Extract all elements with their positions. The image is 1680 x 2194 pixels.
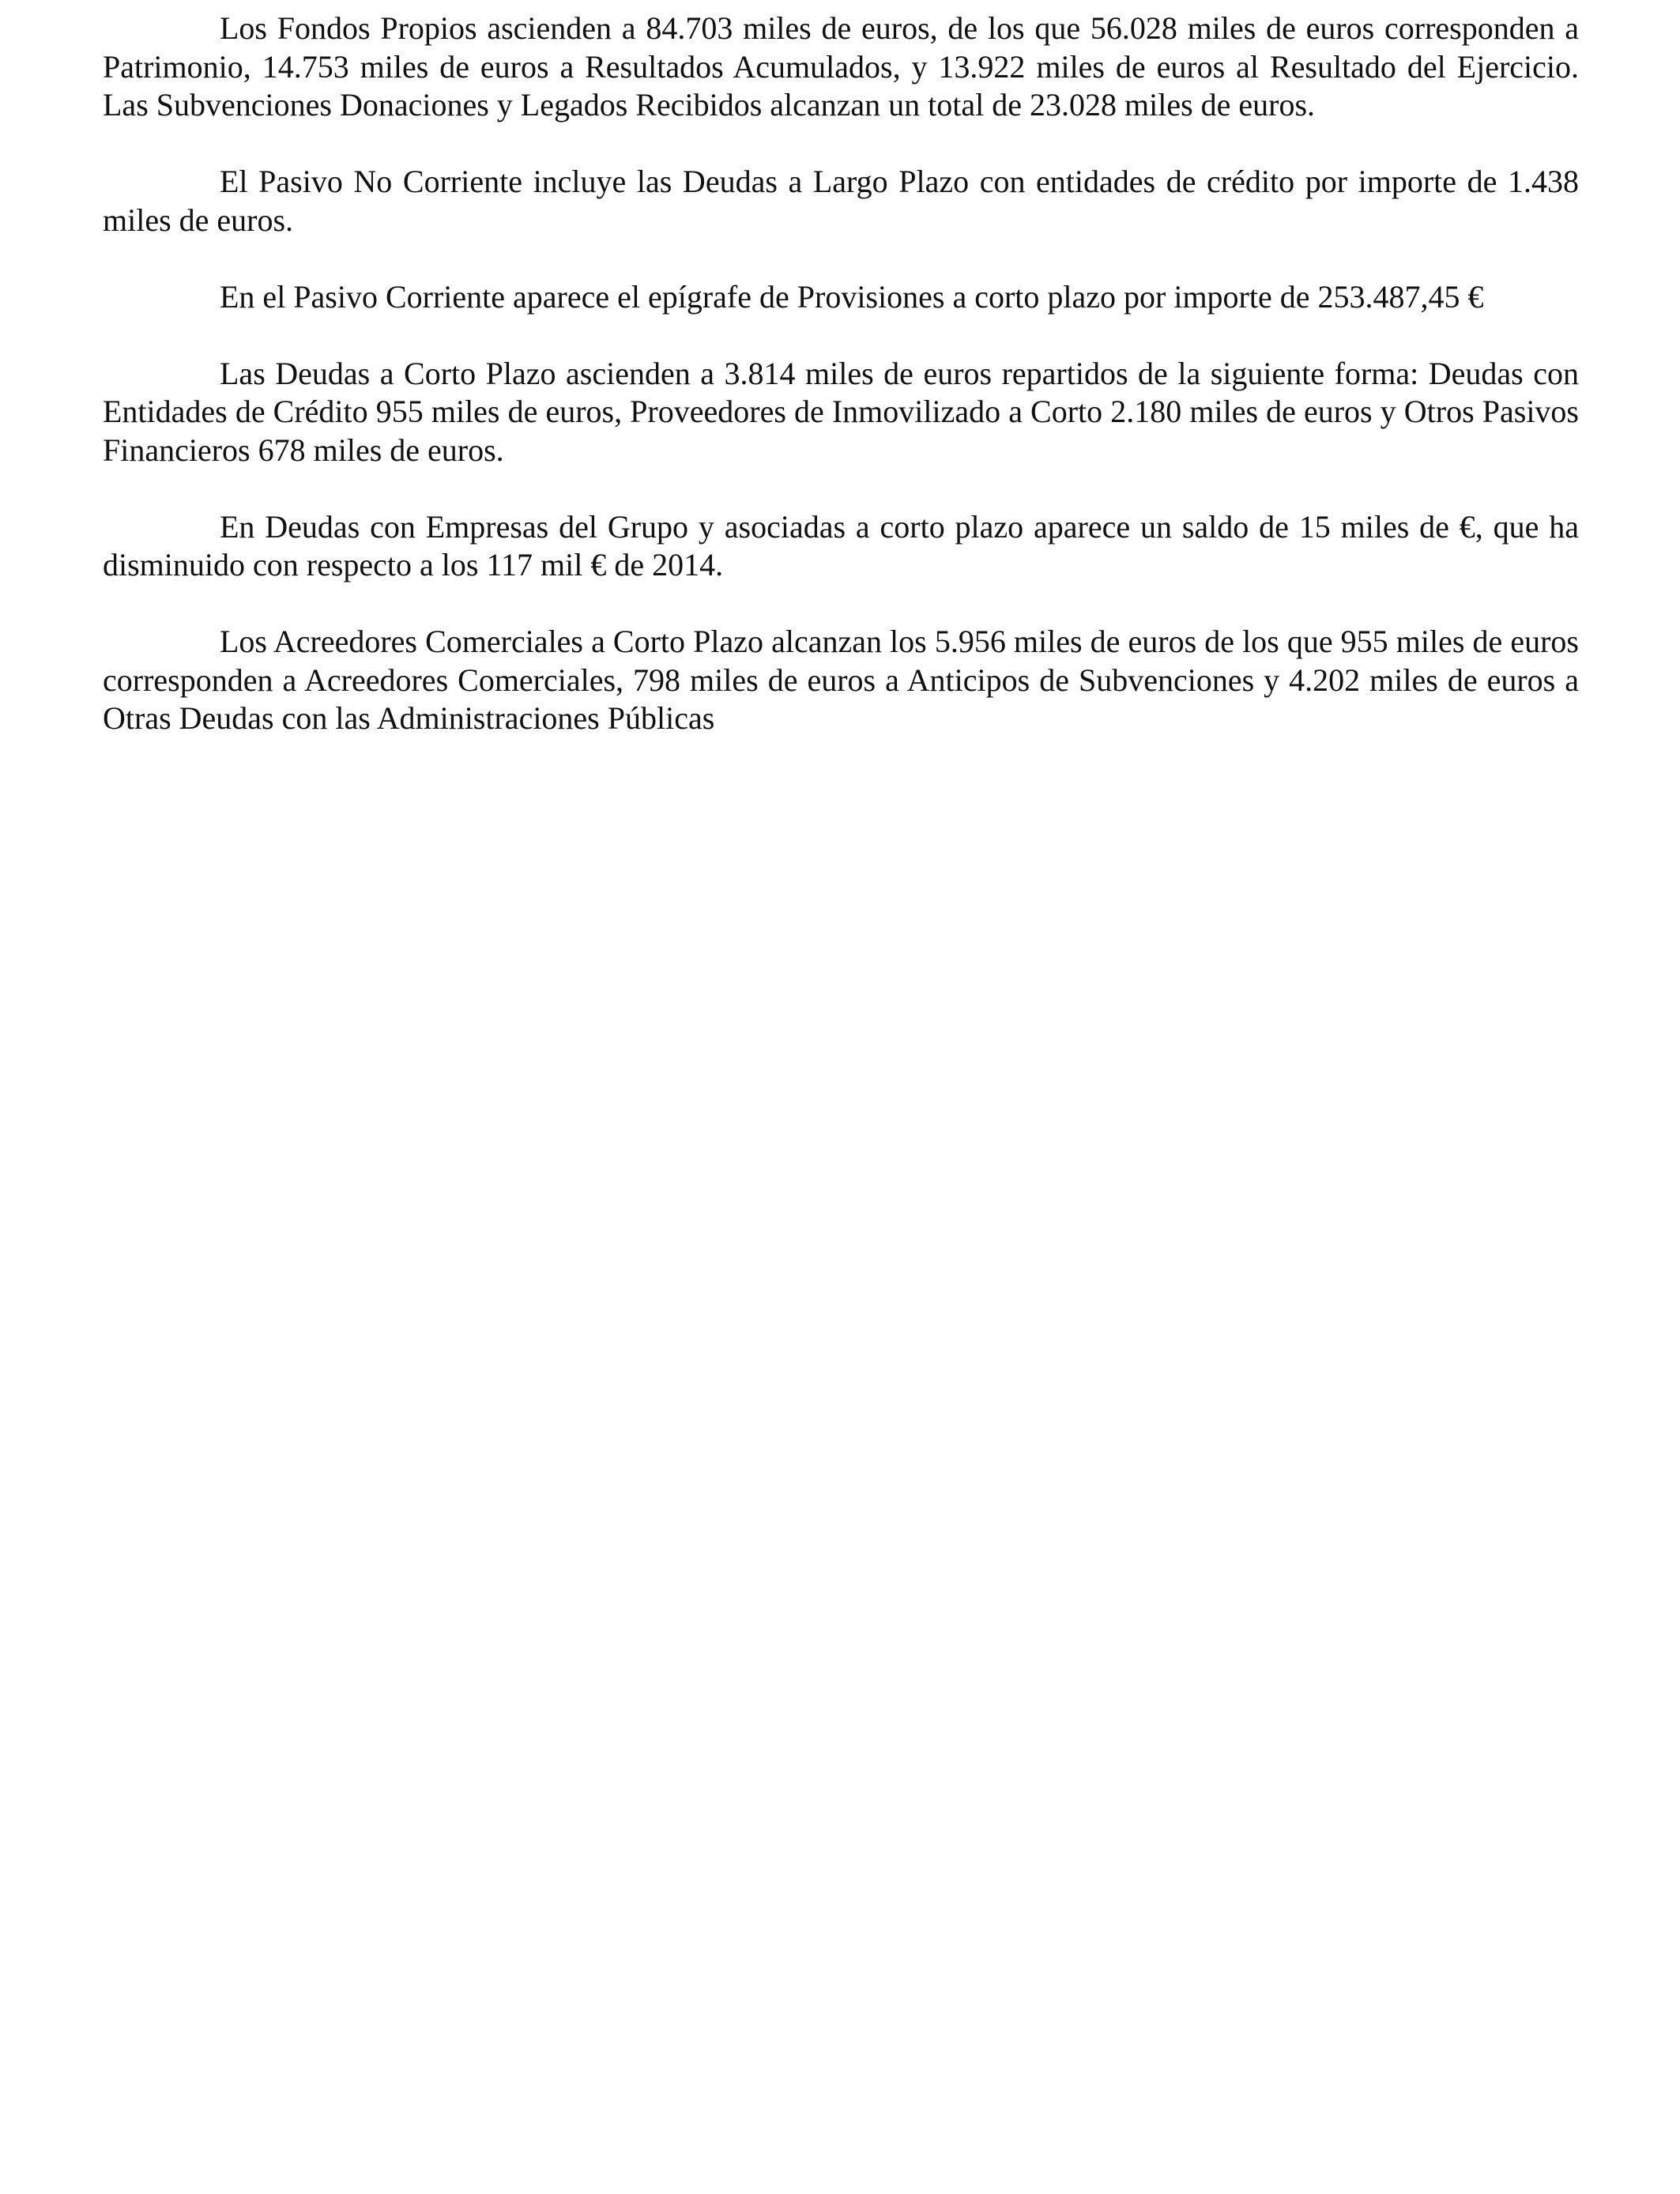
paragraph-fondos-propios: Los Fondos Propios ascienden a 84.703 miles de euros, de los que 56.028 miles de euros corresponden a Patrimonio, 14.753 miles de euros a Resultados Acumulados, y 13.922 miles de euros al Resultado del Ejercicio. Las Subvenciones Donaciones y Legados Recibidos alcanzan un total de 23.028 miles de euros. bbox=[103, 10, 1579, 123]
paragraph-pasivo-no-corriente: El Pasivo No Corriente incluye las Deudas a Largo Plazo con entidades de crédito por importe de 1.438 miles de euros. bbox=[103, 164, 1579, 238]
paragraph-deudas-corto-plazo: Las Deudas a Corto Plazo ascienden a 3.814 miles de euros repartidos de la siguiente forma: Deudas con Entidades de Crédito 955 miles de euros, Proveedores de Inmovilizado a Corto 2.180 miles de euros y Otros Pasivos Financieros 678 miles de euros. bbox=[103, 355, 1579, 468]
paragraph-pasivo-corriente: En el Pasivo Corriente aparece el epígrafe de Provisiones a corto plazo por importe de 253.487,45 € bbox=[220, 278, 1484, 315]
document-body bbox=[103, 9, 1579, 738]
paragraph-acreedores-comerciales: Los Acreedores Comerciales a Corto Plazo alcanzan los 5.956 miles de euros de los que 955 miles de euros corresponden a Acreedores Comerciales, 798 miles de euros a Anticipos de Subvenciones y 4.202 miles de euros a Otras Deudas con las Administraciones Públicas bbox=[103, 624, 1579, 736]
paragraph-deudas-empresas-grupo: En Deudas con Empresas del Grupo y asociadas a corto plazo aparece un saldo de 15 miles de €, que ha disminuido con respecto a los 117 mil € de 2014. bbox=[103, 508, 1579, 582]
